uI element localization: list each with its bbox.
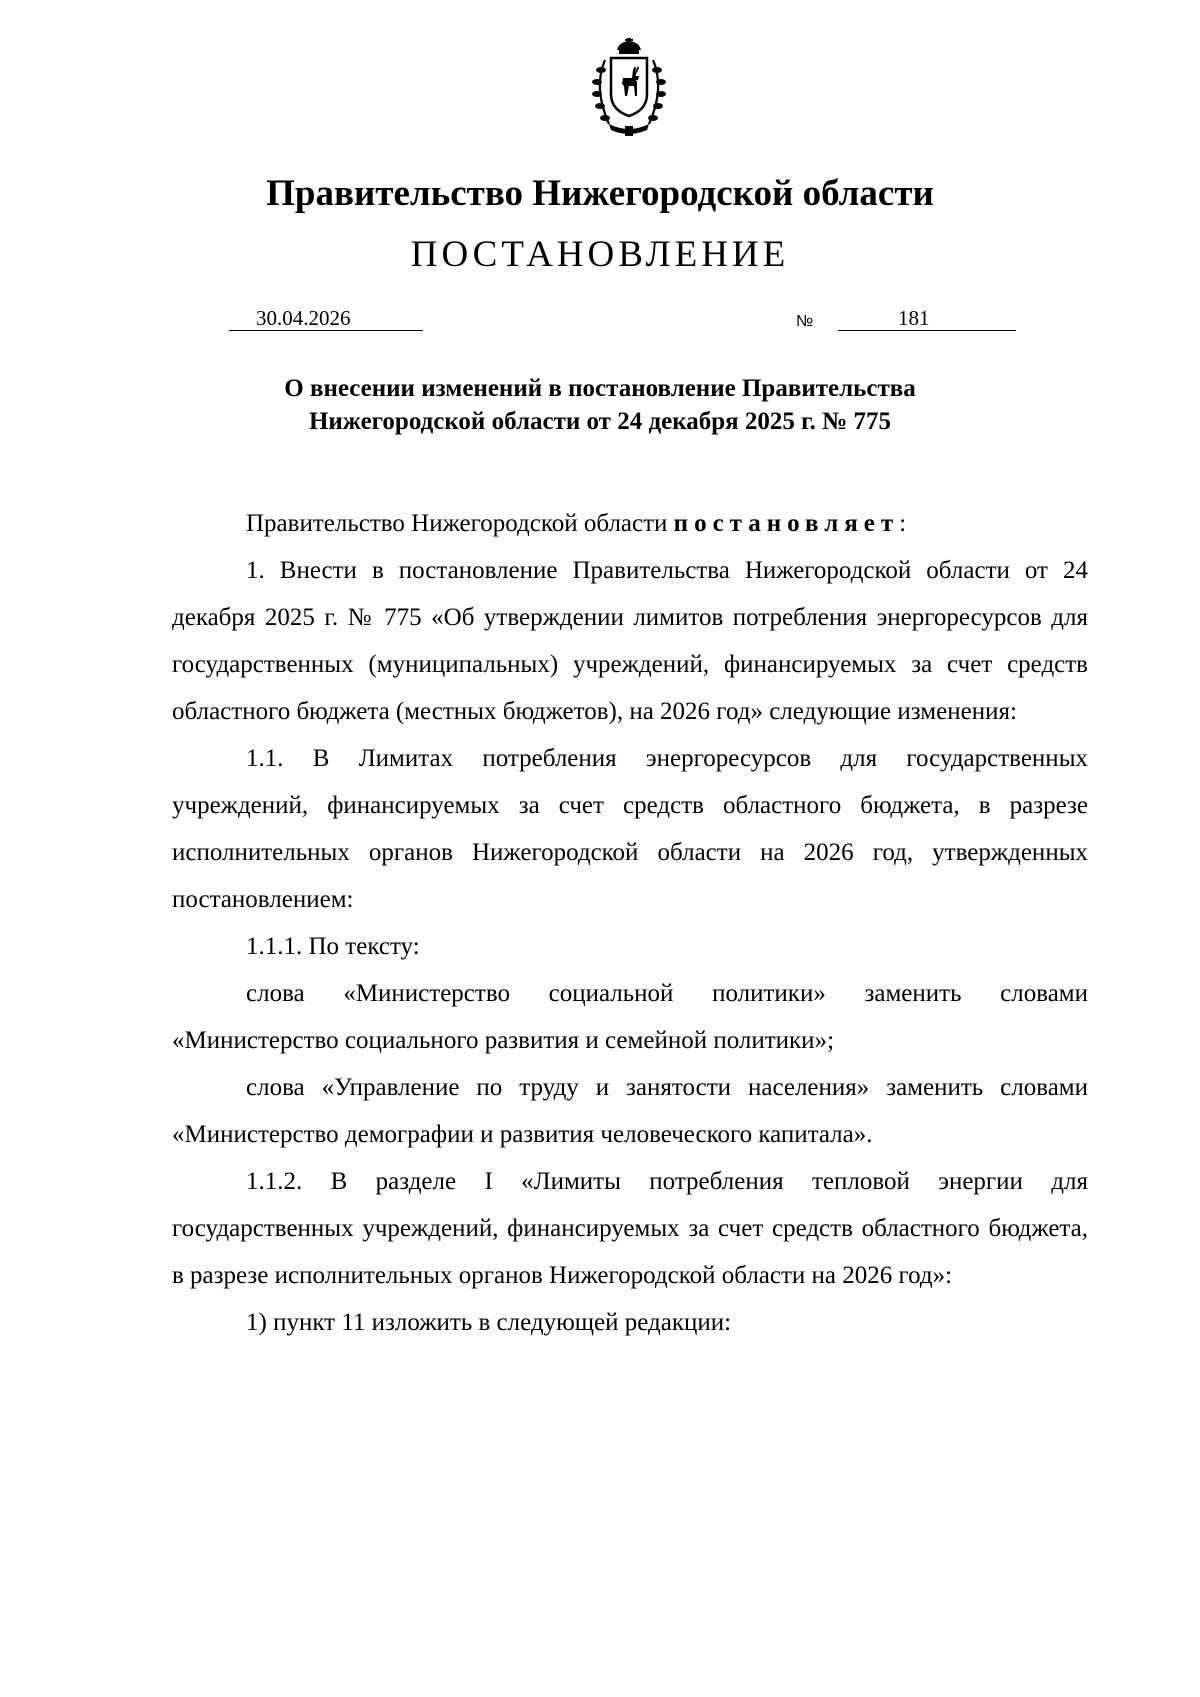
intro-spaced-word: постановляет (673, 510, 900, 537)
intro-suffix: : (899, 510, 907, 537)
coat-of-arms-emblem (575, 38, 683, 146)
paragraph-replace-2: слова «Управление по труду и занятости населения» заменить словами «Министерство демографии и развития человеческого капитала». (172, 1074, 1088, 1148)
paragraph-1-1-2: 1.1.2. В разделе I «Лимиты потребления тепловой энергии для государственных учреждений, финансируемых за счет средств областного бюджета, в разрезе исполнительных органов Нижегородской области на 2026 год»: (172, 1168, 1088, 1289)
paragraph-1-1: 1.1. В Лимитах потребления энергоресурсов для государственных учреждений, финансируемых за счет средств областного бюджета, в разрезе исполнительных органов Нижегородской области на 2026 год, утвержденных постановлением: (172, 745, 1088, 913)
organization-title: Правительство Нижегородской области (266, 173, 934, 214)
paragraph-1: 1. Внести в постановление Правительства Нижегородской области от 24 декабря 2025 г. № 775 «Об утверждении лимитов потребления энергоресурсов для государственных (муниципальных) учреждений, финансируемых за счет средств областного бюджета (местных бюджетов), на 2026 год» следующие изменения: (172, 557, 1088, 725)
document-number: 181 (898, 306, 930, 330)
paragraph-1-1-1: 1.1.1. По тексту: (246, 933, 420, 960)
document-body (172, 500, 1088, 1346)
number-sign: № (796, 313, 814, 330)
subject-line-2: Нижегородской области от 24 декабря 2025 г. № 775 (308, 408, 892, 435)
paragraph-item-1: 1) пункт 11 изложить в следующей редакции: (246, 1309, 732, 1336)
document-date: 30.04.2026 (256, 306, 351, 330)
document-subject (0, 372, 1200, 438)
intro-prefix: Правительство Нижегородской области (246, 510, 674, 537)
subject-line-1: О внесении изменений в постановление Правительства (284, 375, 916, 402)
document-type: ПОСТАНОВЛЕНИЕ (410, 234, 790, 275)
paragraph-replace-1: слова «Министерство социальной политики» заменить словами «Министерство социального развития и семейной политики»; (172, 980, 1088, 1054)
intro-paragraph (172, 500, 1088, 547)
